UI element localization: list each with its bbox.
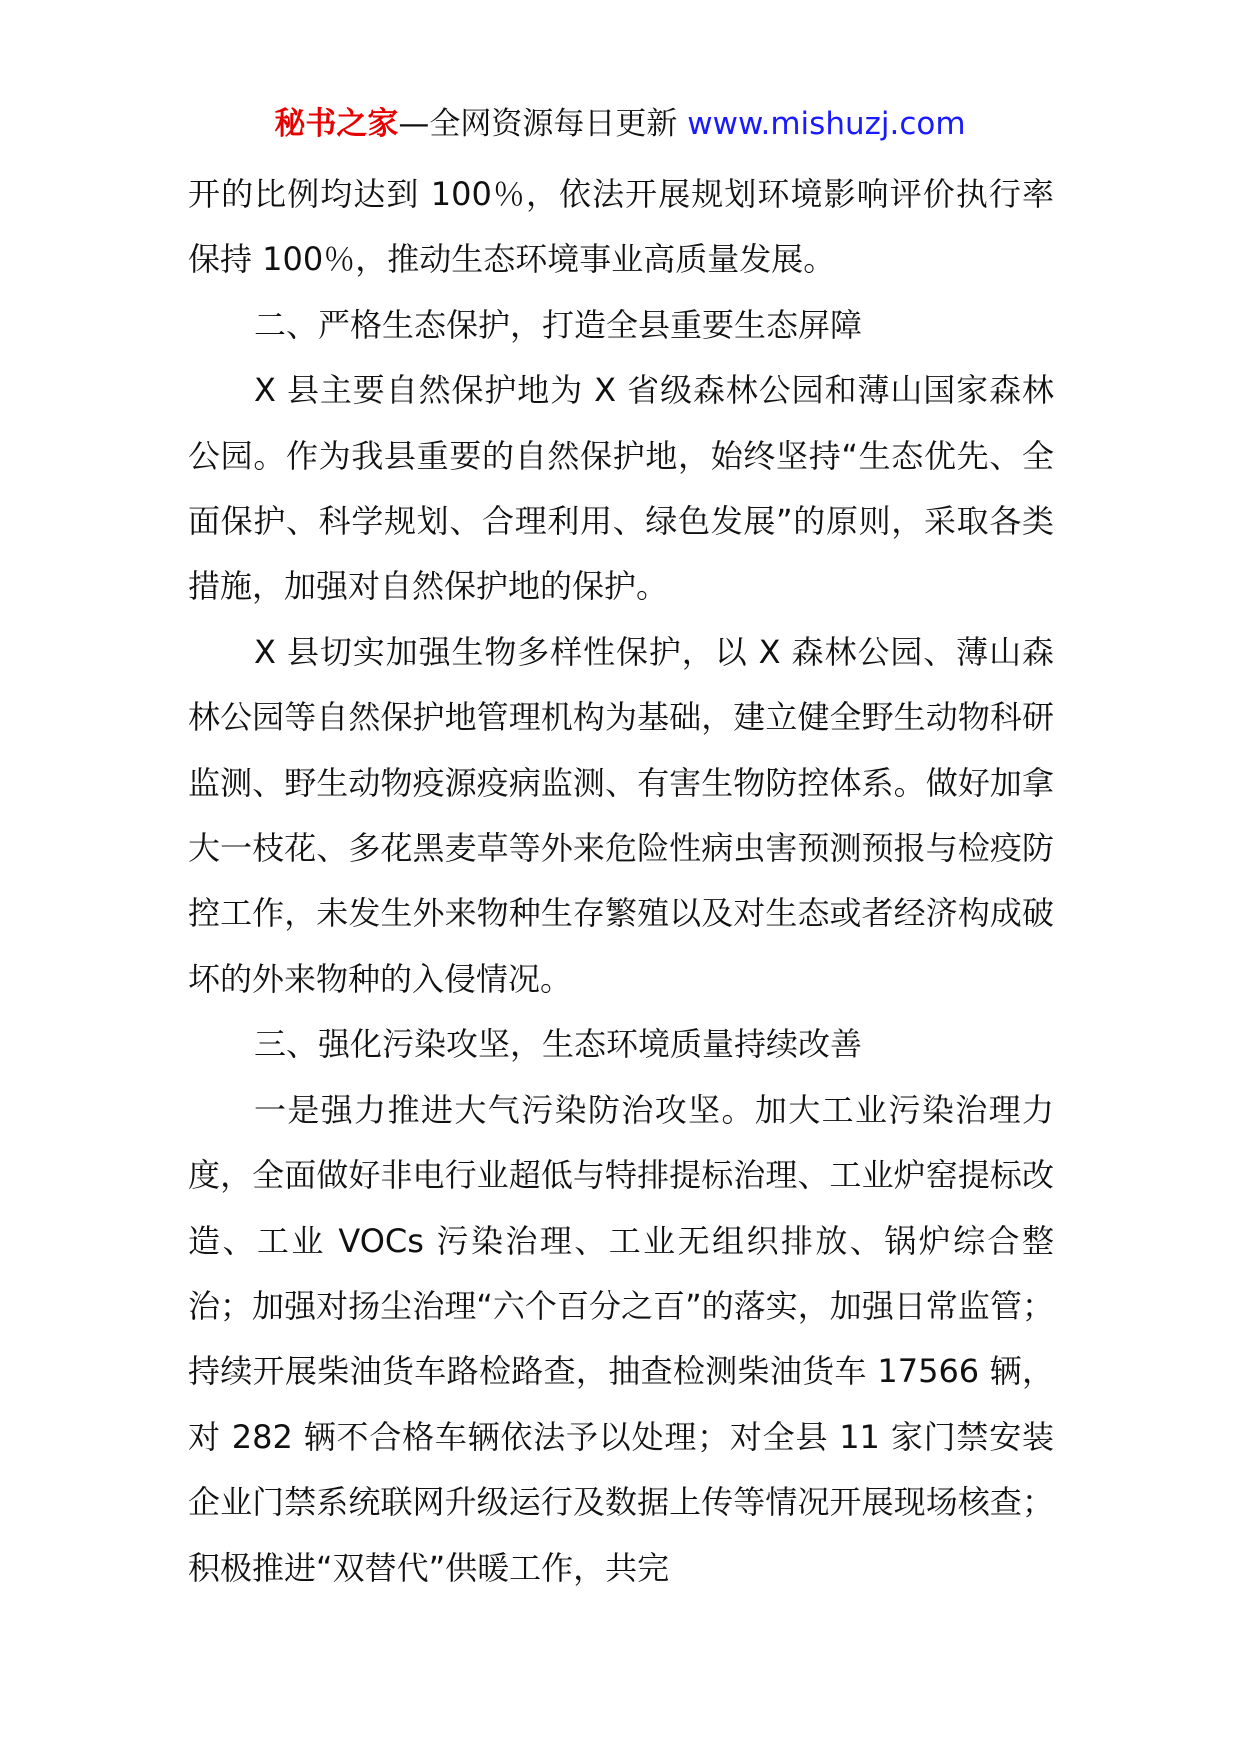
section-heading-2: 二、严格生态保护，打造全县重要生态屏障 [254, 305, 863, 344]
document-body [188, 162, 1054, 1601]
header-url-link[interactable]: www.mishuzj.com [687, 106, 966, 142]
paragraph-nature-reserves: X 县主要自然保护地为 X 省级森林公园和薄山国家森林公园。作为我县重要的自然保护地，始终坚持“生态优先、全面保护、科学规划、合理利用、绿色发展”的原则，采取各类措施，加强对自然保护地的保护。 [188, 371, 1054, 606]
header-tagline: —全网资源每日更新 [398, 106, 688, 142]
paragraph-biodiversity: X 县切实加强生物多样性保护，以 X 森林公园、薄山森林公园等自然保护地管理机构为基础，建立健全野生动物科研监测、野生动物疫源疫病监测、有害生物防控体系。做好加拿大一枝花、多花黑麦草等外来危险性病虫害预测预报与检疫防控工作，未发生外来物种生存繁殖以及对生态或者经济构成破坏的外来物种的入侵情况。 [188, 632, 1054, 998]
header-brand: 秘书之家 [274, 106, 399, 142]
paragraph-air-pollution: 一是强力推进大气污染防治攻坚。加大工业污染治理力度，全面做好非电行业超低与特排提标治理、工业炉窑提标改造、工业 VOCs 污染治理、工业无组织排放、锅炉综合整治；加强对扬尘治理“六个百分之百”的落实，加强日常监管；持续开展柴油货车路检路查，抽查检测柴油货车 17566 辆，对 282 辆不合格车辆依法予以处理；对全县 11 家门禁安装企业门禁系统联网升级运行及数据上传等情况开展现场核查；积极推进“双替代”供暖工作，共完 [188, 1090, 1054, 1587]
paragraph-continuation: 开的比例均达到 100％，依法开展规划环境影响评价执行率保持 100％，推动生态环境事业高质量发展。 [188, 175, 1054, 279]
page-header [0, 102, 1240, 146]
section-heading-3: 三、强化污染攻坚，生态环境质量持续改善 [254, 1025, 863, 1064]
